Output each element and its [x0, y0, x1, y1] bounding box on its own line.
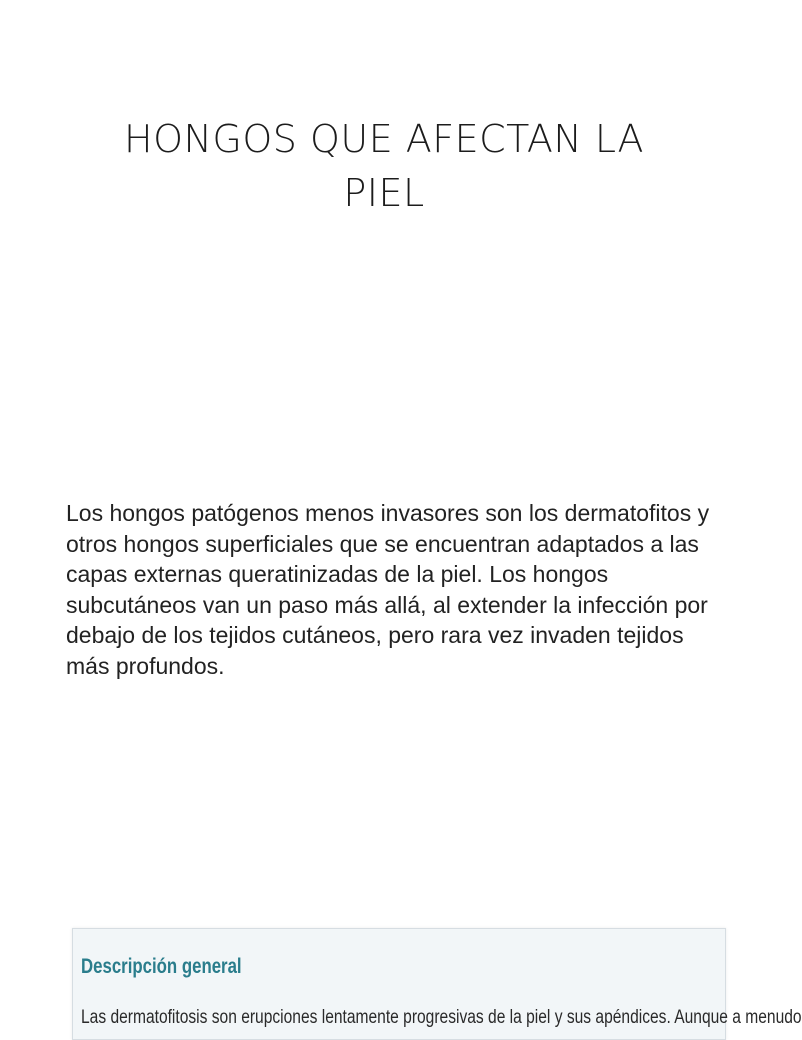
slide-title: HONGOS QUE AFECTAN LA PIEL	[124, 117, 644, 215]
excerpt-heading: Descripción general	[81, 955, 242, 978]
excerpt-text: Las dermatofitosis son erupciones lentamente progresivas de la piel y sus apéndices. Aunque a menudo	[81, 1007, 802, 1028]
embedded-excerpt-image	[72, 928, 802, 1040]
slide-body-text: Los hongos patógenos menos invasores son los dermatofitos y otros hongos superficiales que se encuentran adaptados a las capas externas queratinizadas de la piel. Los hongos subcutáneos van un paso más allá, al extender la infección por debajo de los tejidos cutáneos, pero rara vez invaden tejidos más profundos.	[66, 500, 710, 679]
